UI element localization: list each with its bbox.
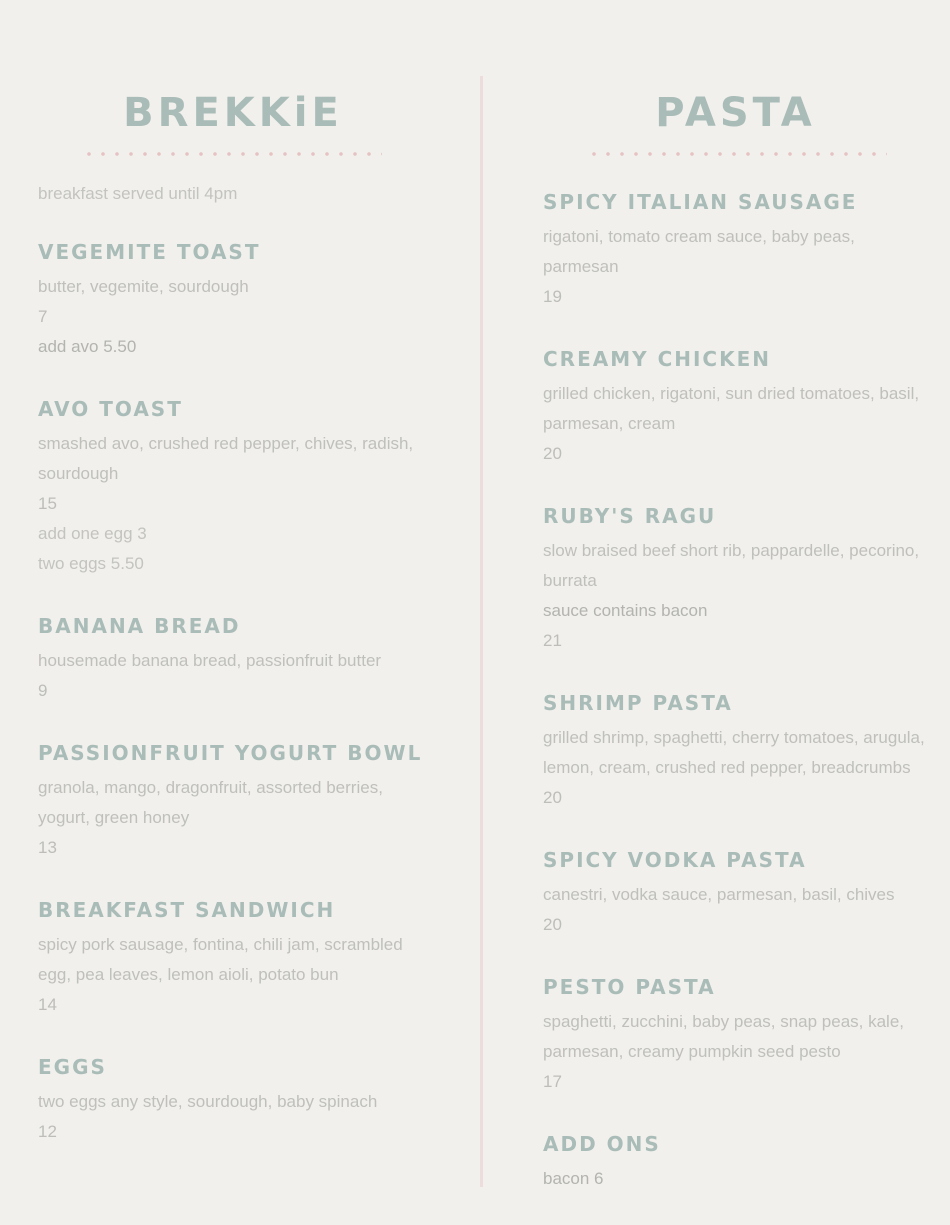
item-description: spaghetti, zucchini, baby peas, snap peas, kale, parmesan, creamy pumpkin seed pesto	[543, 1012, 905, 1061]
item-description: housemade banana bread, passionfruit butter	[38, 651, 382, 670]
item-name: SHRIMP PASTA	[543, 691, 733, 715]
item-name: SPICY VODKA PASTA	[543, 848, 807, 872]
menu-item	[38, 236, 428, 362]
item-description: butter, vegemite, sourdough	[38, 277, 249, 296]
menu-item	[38, 894, 428, 1020]
item-description: smashed avo, crushed red pepper, chives, radish, sourdough	[38, 434, 414, 483]
brekkie-title: BREKKiE	[123, 90, 343, 136]
item-price: 19	[543, 287, 562, 306]
menu-item	[543, 343, 928, 469]
item-description: canestri, vodka sauce, parmesan, basil, chives	[543, 885, 895, 904]
item-price: 20	[543, 444, 562, 463]
item-description: rigatoni, tomato cream sauce, baby peas, parmesan	[543, 227, 855, 276]
item-addon: add one egg 3	[38, 524, 147, 543]
dotted-divider	[587, 150, 887, 158]
item-addon: add avo 5.50	[38, 337, 137, 356]
item-name: RUBY'S RAGU	[543, 504, 717, 528]
item-name: BANANA BREAD	[38, 614, 241, 638]
item-name: CREAMY CHICKEN	[543, 347, 771, 371]
menu-item	[543, 1128, 928, 1194]
menu-item	[543, 687, 928, 813]
menu-item	[543, 500, 928, 656]
menu-item	[543, 844, 928, 940]
menu-item	[543, 186, 928, 312]
item-price: 12	[38, 1122, 57, 1141]
item-name: VEGEMITE TOAST	[38, 240, 261, 264]
dotted-divider	[82, 150, 382, 158]
item-description: granola, mango, dragonfruit, assorted berries, yogurt, green honey	[38, 778, 383, 827]
pasta-title: PASTA	[655, 90, 816, 136]
item-price: 7	[38, 307, 48, 326]
brekkie-note: breakfast served until 4pm	[38, 184, 238, 203]
item-price: 14	[38, 995, 57, 1014]
menu-item	[543, 971, 928, 1097]
item-price: 13	[38, 838, 57, 857]
item-name: BREAKFAST SANDWICH	[38, 898, 336, 922]
pasta-items	[543, 186, 928, 1225]
item-addon: bacon 6	[543, 1169, 604, 1188]
brekkie-items	[38, 236, 428, 1178]
item-description: grilled shrimp, spaghetti, cherry tomatoes, arugula, lemon, cream, crushed red pepper, breadcrumbs	[543, 728, 925, 777]
item-price: 17	[543, 1072, 562, 1091]
item-description: two eggs any style, sourdough, baby spinach	[38, 1092, 378, 1111]
menu-item	[38, 1051, 428, 1147]
item-name: ADD ONS	[543, 1132, 661, 1156]
item-price: 20	[543, 788, 562, 807]
menu-item	[38, 610, 428, 706]
menu-item	[38, 393, 428, 579]
menu-item	[38, 737, 428, 863]
item-price: 9	[38, 681, 48, 700]
item-addon: two eggs 5.50	[38, 554, 144, 573]
item-note: sauce contains bacon	[543, 601, 708, 620]
item-price: 15	[38, 494, 57, 513]
item-description: slow braised beef short rib, pappardelle, pecorino, burrata	[543, 541, 920, 590]
column-divider	[480, 76, 483, 1187]
item-name: AVO TOAST	[38, 397, 183, 421]
item-name: EGGS	[38, 1055, 107, 1079]
item-name: PESTO PASTA	[543, 975, 716, 999]
item-price: 20	[543, 915, 562, 934]
item-price: 21	[543, 631, 562, 650]
item-description: spicy pork sausage, fontina, chili jam, scrambled egg, pea leaves, lemon aioli, potato bun	[38, 935, 403, 984]
item-name: PASSIONFRUIT YOGURT BOWL	[38, 741, 423, 765]
item-description: grilled chicken, rigatoni, sun dried tomatoes, basil, parmesan, cream	[543, 384, 920, 433]
item-name: SPICY ITALIAN SAUSAGE	[543, 190, 858, 214]
